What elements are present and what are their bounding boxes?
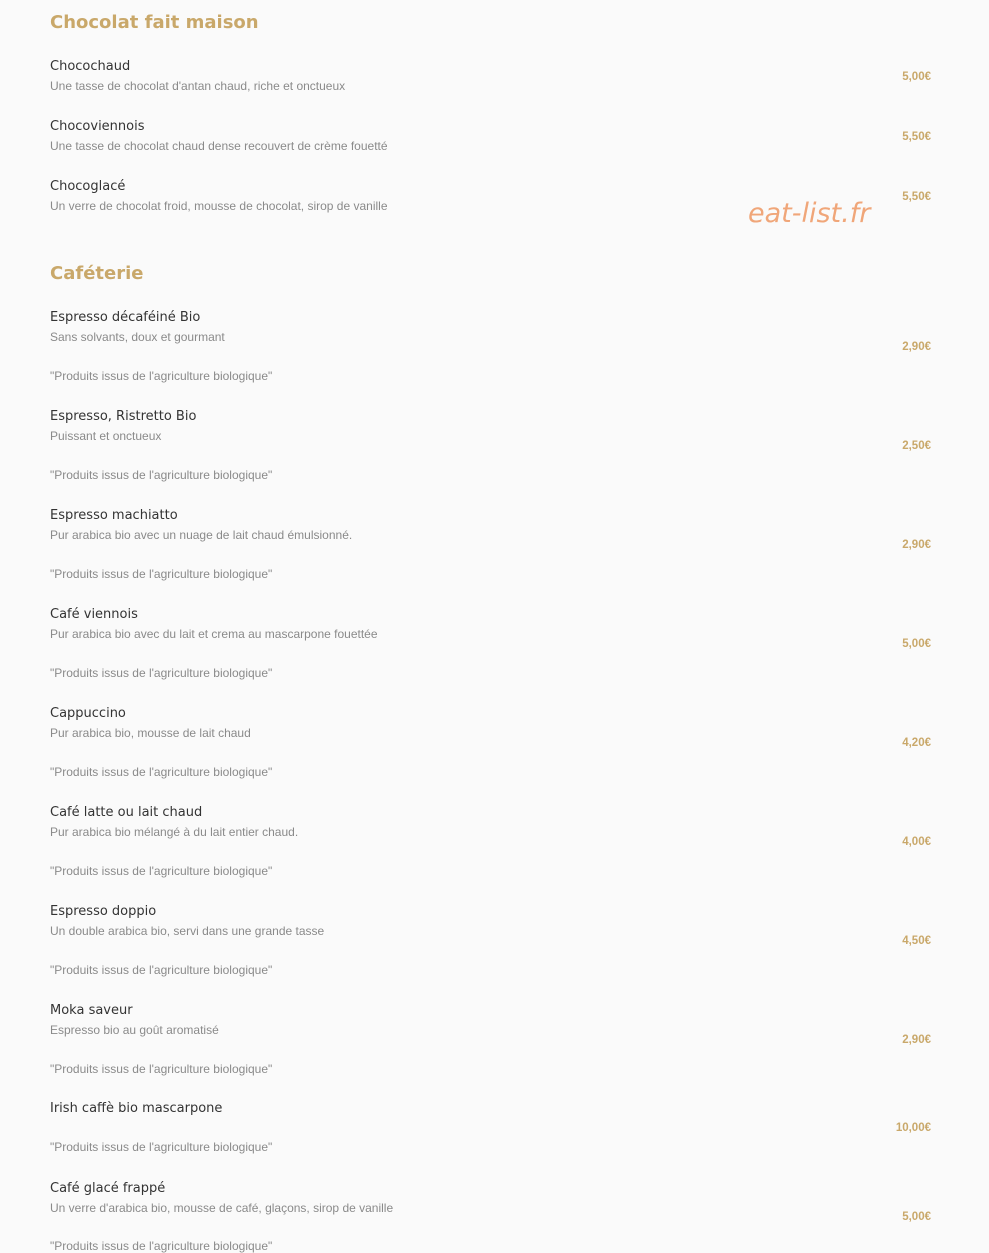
item-description: Sans solvants, doux et gourmant	[50, 330, 225, 344]
item-name: Moka saveur	[50, 1003, 133, 1018]
item-note: "Produits issus de l'agriculture biologique"	[50, 1140, 273, 1154]
item-note: "Produits issus de l'agriculture biologique"	[50, 369, 273, 383]
item-price: 2,50€	[902, 440, 931, 452]
item-price: 5,50€	[902, 191, 931, 203]
item-note: "Produits issus de l'agriculture biologique"	[50, 864, 273, 878]
item-description: Pur arabica bio avec un nuage de lait chaud émulsionné.	[50, 528, 353, 542]
item-price: 5,00€	[902, 1211, 931, 1223]
item-price: 5,00€	[902, 71, 931, 83]
item-description: Espresso bio au goût aromatisé	[50, 1023, 219, 1037]
section-title-cafeterie: Caféterie	[50, 263, 144, 284]
item-description: Un verre d'arabica bio, mousse de café, glaçons, sirop de vanille	[50, 1201, 394, 1215]
item-name: Espresso, Ristretto Bio	[50, 409, 197, 424]
item-description: Un verre de chocolat froid, mousse de chocolat, sirop de vanille	[50, 199, 388, 213]
item-note: "Produits issus de l'agriculture biologique"	[50, 765, 273, 779]
item-description: Pur arabica bio, mousse de lait chaud	[50, 726, 251, 740]
item-name: Café glacé frappé	[50, 1181, 166, 1196]
item-note: "Produits issus de l'agriculture biologique"	[50, 1239, 273, 1253]
item-price: 4,00€	[902, 836, 931, 848]
item-name: Chocoviennois	[50, 119, 145, 134]
item-name: Espresso décaféiné Bio	[50, 310, 201, 325]
item-description: Un double arabica bio, servi dans une grande tasse	[50, 924, 325, 938]
item-name: Café latte ou lait chaud	[50, 805, 203, 820]
item-description: Une tasse de chocolat d'antan chaud, riche et onctueux	[50, 79, 346, 93]
item-price: 2,90€	[902, 341, 931, 353]
item-price: 5,00€	[902, 638, 931, 650]
item-note: "Produits issus de l'agriculture biologique"	[50, 963, 273, 977]
item-price: 5,50€	[902, 131, 931, 143]
item-note: "Produits issus de l'agriculture biologique"	[50, 567, 273, 581]
item-description: Puissant et onctueux	[50, 429, 162, 443]
item-price: 10,00€	[895, 1122, 931, 1134]
item-name: Irish caffè bio mascarpone	[50, 1101, 223, 1116]
watermark-text: eat-list.fr	[748, 198, 871, 229]
item-price: 4,50€	[902, 935, 931, 947]
item-note: "Produits issus de l'agriculture biologique"	[50, 1062, 273, 1076]
item-name: Espresso machiatto	[50, 508, 178, 523]
item-name: Chocochaud	[50, 59, 131, 74]
item-name: Espresso doppio	[50, 904, 157, 919]
item-name: Chocoglacé	[50, 179, 126, 194]
item-name: Cappuccino	[50, 706, 126, 721]
item-note: "Produits issus de l'agriculture biologique"	[50, 666, 273, 680]
section-title-chocolat: Chocolat fait maison	[50, 12, 259, 33]
item-description: Pur arabica bio mélangé à du lait entier chaud.	[50, 825, 299, 839]
item-note: "Produits issus de l'agriculture biologique"	[50, 468, 273, 482]
item-description: Une tasse de chocolat chaud dense recouvert de crème fouetté	[50, 139, 388, 153]
item-price: 4,20€	[902, 737, 931, 749]
item-description: Pur arabica bio avec du lait et crema au mascarpone fouettée	[50, 627, 378, 641]
item-price: 2,90€	[902, 539, 931, 551]
item-price: 2,90€	[902, 1034, 931, 1046]
item-name: Café viennois	[50, 607, 138, 622]
